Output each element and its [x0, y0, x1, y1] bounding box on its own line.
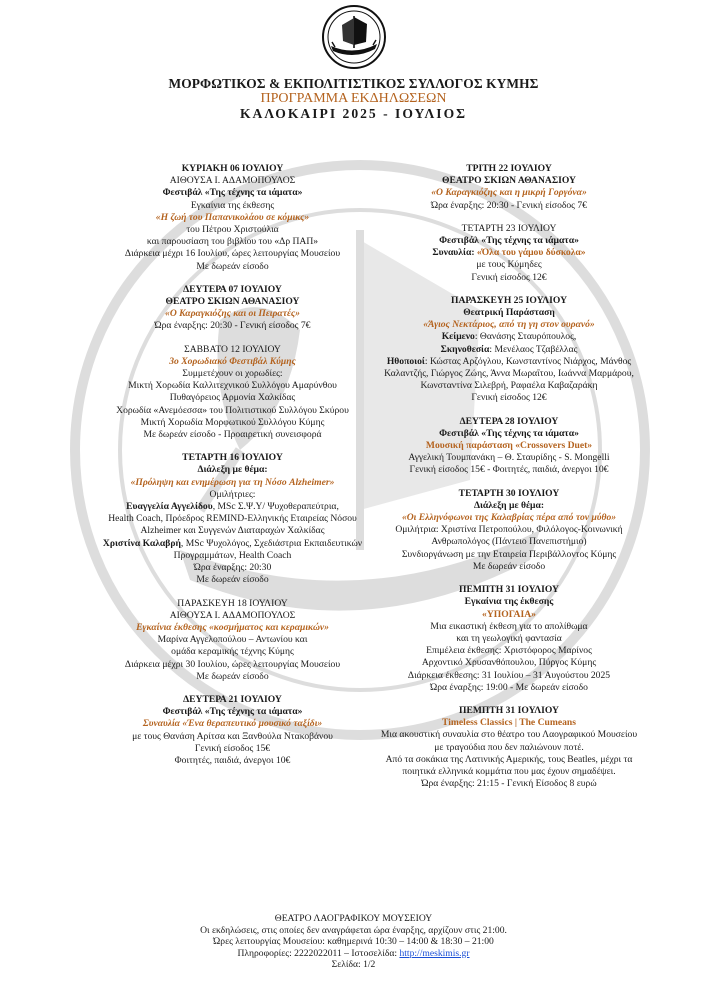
footer-hours: Ώρες λειτουργίας Μουσείου: καθημερινά 10:30 – 14:00 & 18:30 – 21:00: [213, 936, 494, 948]
event-heading: Φεστιβάλ «Της τέχνης τα ιάματα»: [439, 235, 579, 247]
event-date: ΤΕΤΑΡΤΗ 16 ΙΟΥΛΙΟΥ: [182, 452, 283, 464]
event-date: ΠΕΜΠΤΗ 31 ΙΟΥΛΙΟΥ: [459, 584, 559, 596]
event-detail: Μικτή Χορωδία Μορφωτικού Συλλόγου Κύμης: [140, 416, 325, 428]
event-title: [345, 247, 673, 259]
footer-venue: ΘΕΑΤΡΟ ΛΑΟΓΡΑΦΙΚΟΥ ΜΟΥΣΕΙΟΥ: [274, 913, 433, 924]
event-detail: Συμμετέχουν οι χορωδίες:: [182, 368, 283, 380]
event-title: «Ο Καραγκιόζης και η μικρή Γοργόνα»: [431, 187, 587, 199]
event-detail: Διάρκεια μέχρι 30 Ιουλίου, ώρες λειτουργίας Μουσείου: [124, 658, 341, 670]
event-block: [80, 163, 385, 273]
event-title: Timeless Classics | The Cumeans: [442, 717, 576, 729]
event-detail: Γενική είσοδος 15€: [194, 742, 271, 754]
event-detail: Με δωρεάν είσοδο - Προαιρετική συνεισφορά: [143, 429, 322, 441]
event-detail: Με δωρεάν είσοδο: [196, 260, 269, 272]
website-link[interactable]: http://meskimis.gr: [399, 947, 470, 959]
page-footer: [0, 913, 707, 971]
event-block: [345, 295, 673, 405]
event-detail: ΑΙΘΟΥΣΑ Ι. ΑΔΑΜΟΠΟΥΛΟΣ: [169, 175, 296, 187]
event-detail: Μια ακουστική συναυλία στο θέατρο του Λαογραφικού Μουσείου: [380, 729, 638, 741]
event-heading: Διάλεξη με θέμα:: [197, 464, 268, 476]
event-detail: Γενική είσοδος 12€: [471, 271, 547, 283]
footer-note: Οι εκδηλώσεις, στις οποίες δεν αναγράφεται ώρα έναρξης, αρχίζουν στις 21:00.: [200, 924, 507, 936]
right-column-events: [345, 163, 673, 801]
event-detail: Γενική είσοδος 12€: [471, 392, 547, 404]
event-detail: ΠΑΡΑΣΚΕΥΗ 18 ΙΟΥΛΙΟΥ: [177, 597, 288, 609]
event-block: [345, 584, 673, 694]
event-block: [80, 598, 385, 683]
event-detail: Εγκαίνια της έκθεσης: [190, 199, 275, 211]
event-detail: [345, 331, 673, 343]
event-detail: Καλαντζής, Γιώργος Ζώης, Άννα Μωραΐτου, Ιωάννα Μαρμάρου,: [384, 368, 634, 380]
event-detail: [345, 356, 673, 368]
event-block: [345, 416, 673, 477]
event-detail: Ώρα έναρξης: 21:15 - Γενική Είσοδος 8 ευρώ: [421, 778, 597, 790]
association-title: ΜΟΡΦΩΤΙΚΟΣ & ΕΚΠΟΛΙΤΙΣΤΙΚΟΣ ΣΥΛΛΟΓΟΣ ΚΥΜΗΣ: [168, 76, 539, 91]
event-detail: Συνδιοργάνωση με την Εταιρεία Περιβάλλοντος Κύμης: [401, 548, 617, 560]
event-block: [345, 488, 673, 573]
event-detail: Διάρκεια μέχρι 16 Ιουλίου, ώρες λειτουργίας Μουσείου: [124, 248, 341, 260]
event-detail: Μικτή Χορωδία Καλλιτεχνικού Συλλόγου Αμαρύνθου: [128, 380, 337, 392]
event-detail: Μαρίνα Αγγελοπούλου – Αντωνίου και: [157, 634, 308, 646]
event-title: Μουσική παράσταση «Crossovers Duet»: [425, 440, 593, 452]
event-detail: Γενική είσοδος 15€ - Φοιτητές, παιδιά, άνεργοι 10€: [409, 464, 609, 476]
event-detail: ποιητικά ελληνικά κομμάτια που μας έχουν σημαδέψει.: [402, 765, 616, 777]
event-title-prefix: Συναυλία:: [432, 247, 477, 259]
event-title: 3ο Χορωδιακό Φεστιβάλ Κύμης: [169, 355, 296, 367]
event-block: [345, 705, 673, 790]
event-date: ΔΕΥΤΕΡΑ 07 ΙΟΥΛΙΟΥ: [183, 283, 282, 295]
event-title: «ΥΠΟΓΑΙΑ»: [482, 608, 536, 620]
event-detail: ΑΙΘΟΥΣΑ Ι. ΑΔΑΜΟΠΟΥΛΟΣ: [169, 609, 296, 621]
event-date: ΔΕΥΤΕΡΑ 28 ΙΟΥΛΙΟΥ: [459, 415, 559, 427]
event-heading: Φεστιβάλ «Της τέχνης τα ιάματα»: [162, 706, 303, 718]
left-column-events: [80, 163, 385, 778]
event-detail: Χορωδία «Ανεμόεσσα» του Πολιτιστικού Συλλόγου Σκύρου: [116, 404, 349, 416]
event-title: «Πρόληψη και ενημέρωση για τη Νόσο Alzheimer»: [130, 476, 335, 488]
event-heading: ΘΕΑΤΡΟ ΣΚΙΩΝ ΑΘΑΝΑΣΙΟΥ: [442, 175, 576, 187]
event-block: [80, 344, 385, 442]
detail-label: Κείμενο: [441, 331, 475, 343]
footer-info-text: Πληροφορίες: 2222022011 – Ιστοσελίδα:: [237, 947, 400, 959]
event-detail: Διάρκεια έκθεσης: 31 Ιουλίου – 31 Αυγούστου 2025: [407, 669, 611, 681]
event-detail: [80, 538, 385, 550]
event-title: «Ο Καραγκιόζης και οι Πειρατές»: [165, 308, 300, 320]
event-detail: Alzheimer και Συγγενών Διαταραχών Χαλκίδας: [140, 525, 325, 537]
event-detail: με τους Κύμηδες: [476, 259, 542, 271]
event-block: [345, 223, 673, 284]
event-detail: Με δωρεάν είσοδο: [472, 560, 546, 572]
event-heading: Φεστιβάλ «Της τέχνης τα ιάματα»: [162, 187, 303, 199]
event-heading: Θεατρική Παράσταση: [463, 307, 555, 319]
event-detail: Πυθαγόρειος Αρμονία Χαλκίδας: [169, 392, 296, 404]
event-detail: του Πέτρου Χριστούλια: [186, 224, 279, 236]
detail-value: : Θανάσης Σταυρόπουλος,: [474, 331, 577, 343]
event-detail: Φοιτητές, παιδιά, άνεργοι 10€: [174, 754, 291, 766]
event-title: Συναυλία «Ένα θεραπευτικό μουσικό ταξίδι»: [142, 718, 323, 730]
detail-value: : Μενέλαος Τζαβέλλας: [489, 343, 578, 355]
event-detail: Προγραμμάτων, Health Coach: [173, 549, 292, 561]
event-detail: Health Coach, Πρόεδρος REMIND-Ελληνικής Εταιρείας Νόσου: [108, 513, 357, 525]
event-block: [345, 163, 673, 212]
speaker-name: Χριστίνα Καλαβρή: [102, 537, 181, 549]
event-heading: Φεστιβάλ «Της τέχνης τα ιάματα»: [439, 427, 579, 439]
event-date: ΔΕΥΤΕΡΑ 21 ΙΟΥΛΙΟΥ: [183, 693, 282, 705]
page-header: [0, 76, 707, 122]
association-logo: [321, 4, 387, 70]
event-title: «Οι Ελληνόφωνοι της Καλαβρίας πέρα από τον μύθο»: [401, 512, 617, 524]
event-detail: και τη γεωλογική φαντασία: [456, 632, 562, 644]
season-title: ΚΑΛΟΚΑΙΡΙ 2025 - ΙΟΥΛΙΟΣ: [239, 106, 468, 121]
event-title: Εγκαίνια έκθεσης «κοσμήματος και κεραμικών»: [136, 621, 329, 633]
event-detail: Ομιλήτριες:: [209, 488, 256, 500]
event-detail: Ανθρωπολόγος (Πάντειο Πανεπιστήμιο): [431, 536, 587, 548]
detail-label: Σκηνοθεσία: [440, 343, 490, 355]
event-detail: Ομιλήτρια: Χριστίνα Πετροπούλου, Φιλόλογος-Κοινωνική: [395, 524, 623, 536]
detail-label: Ηθοποιοί: [386, 355, 425, 367]
event-block: [80, 694, 385, 767]
event-detail: Ώρα έναρξης: 20:30 - Γενική είσοδος 7€: [154, 320, 311, 332]
event-detail: [80, 501, 385, 513]
event-detail: Ώρα έναρξης: 20:30: [193, 562, 272, 574]
event-detail: Κωνσταντίνα Σιλεβρή, Ραφαέλα Καβαζαράκη: [420, 380, 598, 392]
speaker-credentials: , MSc Σ.Ψ.Υ/ Ψυχοθεραπεύτρια,: [212, 501, 339, 513]
event-detail: ομάδα κεραμικής τέχνης Κύμης: [171, 646, 294, 658]
event-date: ΤΡΙΤΗ 22 ΙΟΥΛΙΟΥ: [466, 163, 552, 174]
event-detail: Ώρα έναρξης: 19:00 - Με δωρεάν είσοδο: [430, 681, 588, 693]
program-title: ΠΡΟΓΡΑΜΜΑ ΕΚΔΗΛΩΣΕΩΝ: [260, 91, 447, 106]
event-detail: ΣΑΒΒΑΤΟ 12 ΙΟΥΛΙΟΥ: [184, 343, 281, 355]
event-title-highlight: «Όλα του γάμου δύσκολα»: [476, 247, 586, 259]
event-detail: με τους Θανάση Αρίτσα και Ξανθούλα Ντακοβάνου: [132, 730, 333, 742]
event-block: [80, 452, 385, 586]
event-heading: Εγκαίνια της έκθεσης: [464, 596, 554, 608]
event-date: ΠΕΜΠΤΗ 31 ΙΟΥΛΙΟΥ: [459, 704, 559, 716]
event-date: ΠΑΡΑΣΚΕΥΗ 25 ΙΟΥΛΙΟΥ: [450, 294, 568, 306]
event-title: «Η ζωή του Παπανικολάου σε κόμικς»: [155, 211, 310, 223]
event-detail: Ώρα έναρξης: 20:30 - Γενική είσοδος 7€: [431, 199, 587, 211]
footer-info: [0, 948, 707, 960]
event-detail: Αγγελική Τουμπανάκη – Θ. Σταυρίδης - S. Mongelli: [408, 452, 610, 464]
event-title: «Άγιος Νεκτάριος, από τη γη στον ουρανό»: [423, 319, 595, 331]
event-detail: Επιμέλεια έκθεσης: Χριστόφορος Μαρίνος: [426, 645, 592, 657]
event-detail: Από τα σοκάκια της Λατινικής Αμερικής, τους Beatles, μέχρι τα: [385, 753, 633, 765]
event-detail: [345, 344, 673, 356]
detail-value: : Κώστας Αρζόγλου, Κωνσταντίνος Νιάρχος, Μάνθος: [424, 355, 632, 367]
event-detail: Μια εικαστική έκθεση για το απολίθωμα: [430, 620, 588, 632]
event-detail: ΤΕΤΑΡΤΗ 23 ΙΟΥΛΙΟΥ: [461, 222, 557, 234]
event-detail: Αρχοντικό Χρυσανθόπουλου, Πύργος Κύμης: [421, 657, 597, 669]
event-heading: ΘΕΑΤΡΟ ΣΚΙΩΝ ΑΘΑΝΑΣΙΟΥ: [165, 296, 300, 308]
event-detail: Με δωρεάν είσοδο: [196, 670, 269, 682]
event-date: ΤΕΤΑΡΤΗ 30 ΙΟΥΛΙΟΥ: [458, 487, 560, 499]
event-detail: με τραγούδια που δεν παλιώνουν ποτέ.: [434, 741, 584, 753]
event-date: ΚΥΡΙΑΚΗ 06 ΙΟΥΛΙΟΥ: [181, 163, 284, 174]
event-block: [80, 284, 385, 333]
speaker-credentials: , MSc Ψυχολόγος, Σχεδιάστρια Εκπαιδευτικών: [180, 537, 363, 549]
footer-page-number: Σελίδα: 1/2: [331, 959, 376, 971]
speaker-name: Ευαγγελία Αγγελίδου: [126, 501, 213, 513]
event-detail: Με δωρεάν είσοδο: [196, 574, 269, 586]
event-heading: Διάλεξη με θέμα:: [473, 499, 545, 511]
event-detail: και παρουσίαση του βιβλίου του «Δρ ΠΑΠ»: [146, 236, 319, 248]
